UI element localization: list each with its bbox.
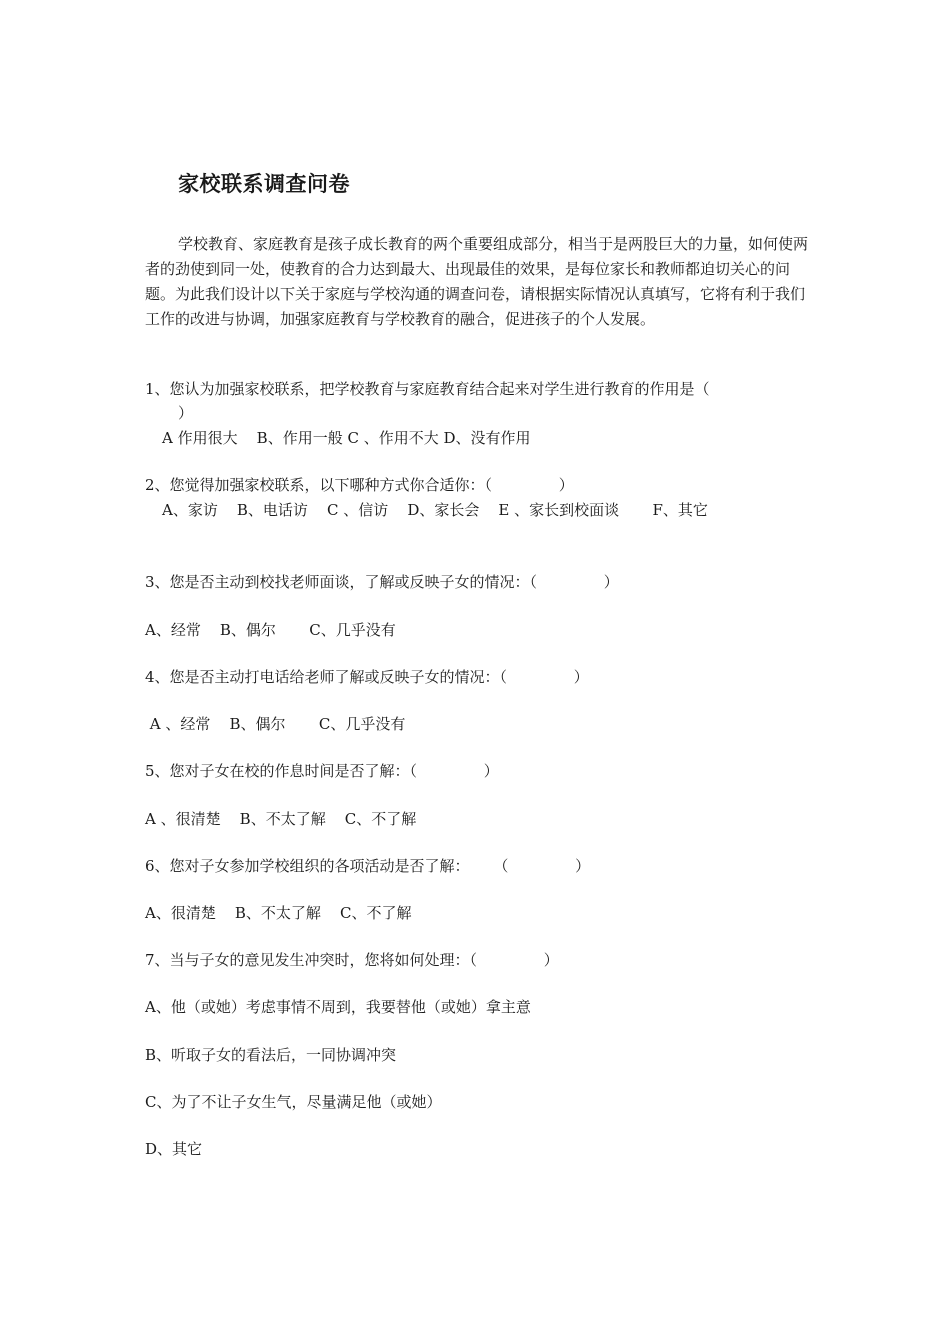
question-6-options: A、很清楚 B、不太了解 C、不了解: [145, 904, 412, 922]
question-2-options: A、家访 B、电话访 C 、信访 D、家长会 E 、家长到校面谈 F、其它: [162, 501, 708, 519]
intro-paragraph: 学校教育、家庭教育是孩子成长教育的两个重要组成部分，相当于是两股巨大的力量，如何使两者的劲使到同一处，使教育的合力达到最大、出现最佳的效果，是每位家长和教师都迫切关心的问题。为此我们设计以下关于家庭与学校沟通的调查问卷，请根据实际情况认真填写，它将有利于我们工作的改进与协调，加强家庭教育与学校教育的融合，促进孩子的个人发展。: [145, 235, 809, 328]
question-7-text: 7、当与子女的意见发生冲突时，您将如何处理：（ ）: [145, 951, 559, 969]
question-7-option-c: C、为了不让子女生气，尽量满足他（或她）: [145, 1093, 442, 1111]
question-4-text: 4、您是否主动打电话给老师了解或反映子女的情况：（ ）: [145, 668, 589, 686]
question-4-options: A 、经常 B、偶尔 C、几乎没有: [145, 715, 406, 733]
document-title: 家校联系调查问卷: [178, 172, 350, 196]
question-5-options: A 、很清楚 B、不太了解 C、不了解: [145, 810, 417, 828]
question-2-text: 2、您觉得加强家校联系，以下哪种方式你合适你：（ ）: [145, 476, 574, 494]
question-7-option-d: D、其它: [145, 1140, 203, 1158]
question-5-text: 5、您对子女在校的作息时间是否了解：（ ）: [145, 762, 499, 780]
question-3-options: A、经常 B、偶尔 C、几乎没有: [145, 621, 396, 639]
question-7-option-a: A、他（或她）考虑事情不周到，我要替他（或她）拿主意: [145, 998, 531, 1016]
question-1-options: A 作用很大 B、作用一般 C 、作用不大 D、没有作用: [162, 429, 531, 447]
question-7-option-b: B、听取子女的看法后，一同协调冲突: [145, 1046, 397, 1064]
question-6-text: 6、您对子女参加学校组织的各项活动是否了解： （ ）: [145, 857, 591, 875]
question-1-text-cont: ）: [178, 404, 194, 422]
question-3-text: 3、您是否主动到校找老师面谈，了解或反映子女的情况：（ ）: [145, 573, 619, 591]
question-1-text: 1、您认为加强家校联系，把学校教育与家庭教育结合起来对学生进行教育的作用是（: [145, 380, 710, 398]
